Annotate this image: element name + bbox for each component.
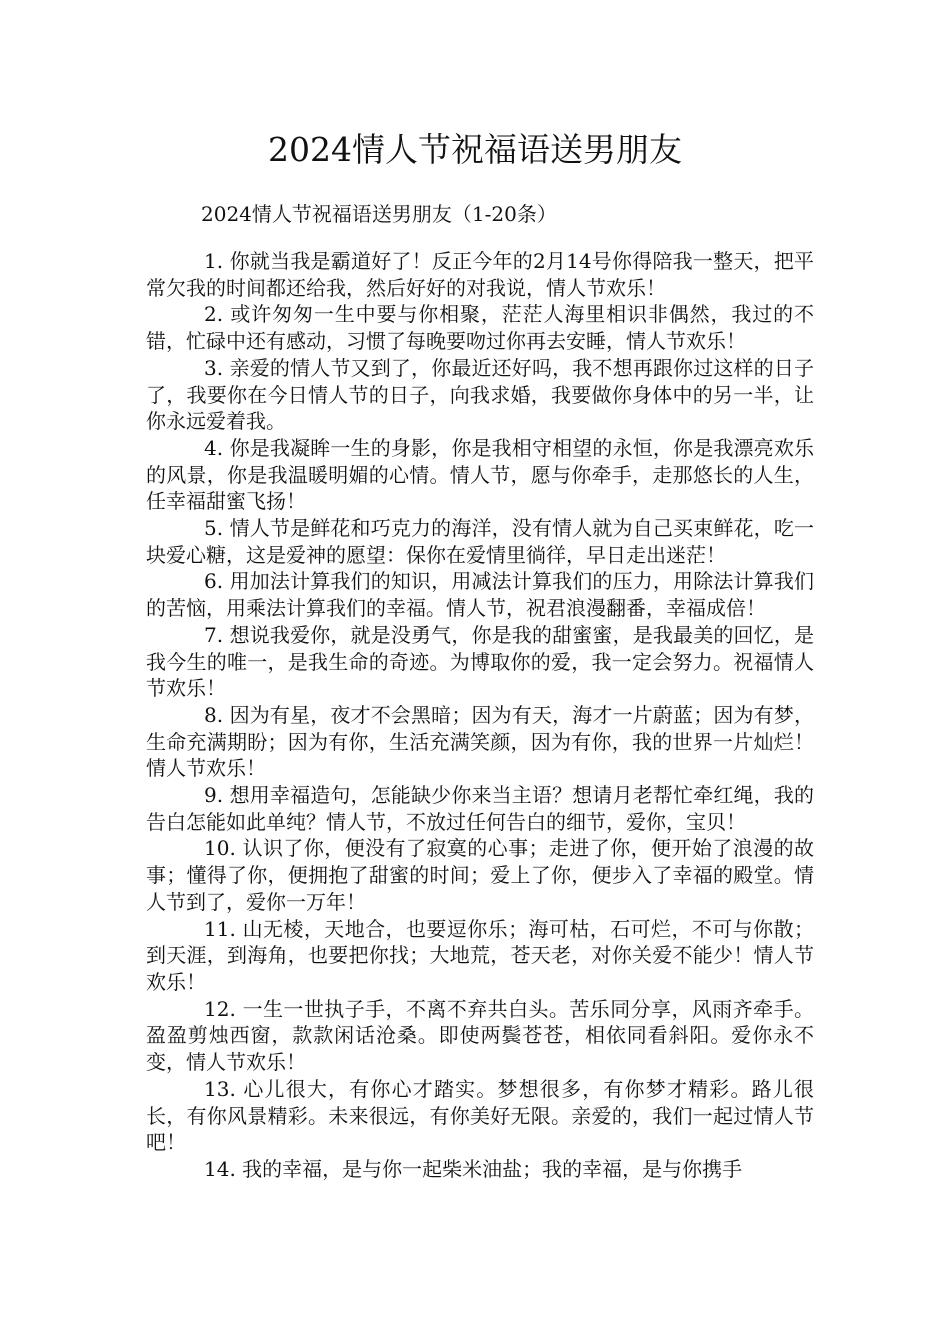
- paragraph-12: 12. 一生一世执子手，不离不弃共白头。苦乐同分享，风雨齐牵手。盈盈剪烛西窗，款款闲话沧桑。即使两鬓苍苍，相依同看斜阳。爱你永不变，情人节欢乐！: [146, 996, 814, 1075]
- paragraph-9: 9. 想用幸福造句，怎能缺少你来当主语？想请月老帮忙牵红绳，我的告白怎能如此单纯？情人节，不放过任何告白的细节，爱你，宝贝！: [146, 783, 814, 834]
- page-subtitle: 2024情人节祝福语送男朋友（1-20条）: [201, 202, 557, 226]
- paragraph-1: 1. 你就当我是霸道好了！反正今年的2月14号你得陪我一整天，把平常欠我的时间都还给我，然后好好的对我说，情人节欢乐！: [146, 249, 814, 300]
- paragraph-11: 11. 山无棱，天地合，也要逗你乐；海可枯，石可烂，不可与你散；到天涯，到海角，也要把你找；大地荒，苍天老，对你关爱不能少！情人节欢乐！: [146, 916, 814, 994]
- paragraph-2: 2. 或许匆匆一生中要与你相聚，茫茫人海里相识非偶然，我过的不错，忙碌中还有感动，习惯了每晚要吻过你再去安睡，情人节欢乐！: [146, 302, 814, 354]
- paragraph-10: 10. 认识了你，便没有了寂寞的心事；走进了你，便开始了浪漫的故事；懂得了你，便拥抱了甜蜜的时间；爱上了你，便步入了幸福的殿堂。情人节到了，爱你一万年！: [146, 836, 814, 914]
- document-body: [146, 248, 814, 1183]
- paragraph-13: 13. 心儿很大，有你心才踏实。梦想很多，有你梦才精彩。路儿很长，有你风景精彩。未来很远，有你美好无限。亲爱的，我们一起过情人节吧！: [146, 1076, 814, 1155]
- paragraph-8: 8. 因为有星，夜才不会黑暗；因为有天，海才一片蔚蓝；因为有梦，生命充满期盼；因为有你，生活充满笑颜，因为有你，我的世界一片灿烂！情人节欢乐！: [146, 702, 814, 781]
- paragraph-14: 14. 我的幸福，是与你一起柴米油盐；我的幸福，是与你携手: [204, 1156, 743, 1181]
- paragraph-5: 5. 情人节是鲜花和巧克力的海洋，没有情人就为自己买束鲜花，吃一块爱心糖，这是爱神的愿望：保你在爱情里徜徉，早日走出迷茫！: [146, 516, 814, 567]
- paragraph-3: 3. 亲爱的情人节又到了，你最近还好吗，我不想再跟你过这样的日子了，我要你在今日情人节的日子，向我求婚，我要做你身体中的另一半，让你永远爱着我。: [146, 355, 814, 434]
- paragraph-6: 6. 用加法计算我们的知识，用减法计算我们的压力，用除法计算我们的苦恼，用乘法计算我们的幸福。情人节，祝君浪漫翻番，幸福成倍！: [146, 569, 814, 621]
- page-title: 2024情人节祝福语送男朋友: [268, 130, 682, 169]
- paragraph-4: 4. 你是我凝眸一生的身影，你是我相守相望的永恒，你是我漂亮欢乐的风景，你是我温暖明媚的心情。情人节，愿与你牵手，走那悠长的人生，任幸福甜蜜飞扬！: [146, 435, 814, 514]
- paragraph-7: 7. 想说我爱你，就是没勇气，你是我的甜蜜蜜，是我最美的回忆，是我今生的唯一，是我生命的奇迹。为博取你的爱，我一定会努力。祝福情人节欢乐！: [146, 622, 814, 701]
